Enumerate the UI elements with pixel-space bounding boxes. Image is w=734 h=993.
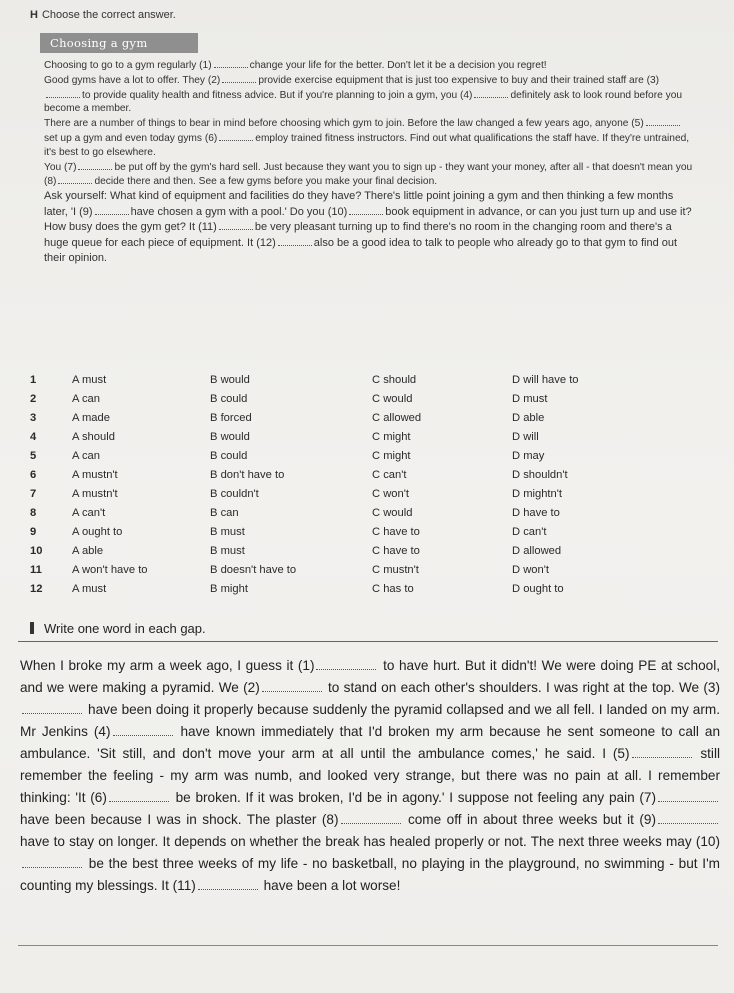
question-number: 6 xyxy=(30,469,37,481)
passage-paragraph xyxy=(44,73,694,116)
answer-gap[interactable] xyxy=(198,878,258,890)
passage-text: be put off by the gym's hard sell. Just because they want you to sign up - they want your money, after all - that doesn't mean you (8) xyxy=(44,161,693,188)
option-b[interactable]: B might xyxy=(210,583,248,595)
option-b[interactable]: B can xyxy=(210,507,239,519)
passage-text: change your life for the better. Don't let it be a decision you regret! xyxy=(249,60,547,71)
option-b[interactable]: B would xyxy=(210,431,250,443)
passage-text: decide there and then. See a few gyms before you make your final decision. xyxy=(94,176,438,188)
passage-text: have chosen a gym with a pool.' Do you (10) xyxy=(130,205,348,218)
option-b[interactable]: B couldn't xyxy=(210,488,259,500)
option-c[interactable]: C has to xyxy=(372,583,414,595)
option-a[interactable]: A can xyxy=(72,450,100,462)
answer-gap[interactable] xyxy=(658,790,718,802)
option-c[interactable]: C would xyxy=(372,393,413,405)
section-i-instruction: Write one word in each gap. xyxy=(44,621,206,636)
answer-gap[interactable] xyxy=(22,856,82,868)
answer-gap[interactable] xyxy=(341,812,401,824)
option-d[interactable]: D have to xyxy=(512,507,560,519)
passage-text: be the best three weeks of my life - no basketball, no playing in the playground, no swimming - but I'm counting my blessings. It (11) xyxy=(20,856,720,893)
option-a[interactable]: A won't have to xyxy=(72,564,148,576)
option-row xyxy=(30,564,720,580)
answer-gap[interactable] xyxy=(632,746,692,758)
passage-text: to stand on each other's shoulders. I was right at the top. We (3) xyxy=(328,680,720,695)
answer-gap[interactable] xyxy=(222,73,256,83)
option-c[interactable]: C have to xyxy=(372,545,420,557)
passage-text: provide exercise equipment that is just too expensive to buy and their trained staff are (3) xyxy=(258,74,660,86)
answer-gap[interactable] xyxy=(58,174,92,184)
answer-gap[interactable] xyxy=(46,88,80,98)
answer-gap[interactable] xyxy=(316,658,376,670)
option-a[interactable]: A should xyxy=(72,431,115,443)
passage-text: have been a lot worse! xyxy=(263,878,401,893)
option-c[interactable]: C might xyxy=(372,450,411,462)
answer-gap[interactable] xyxy=(22,702,82,714)
option-b[interactable]: B must xyxy=(210,526,245,538)
answer-gap[interactable] xyxy=(262,680,322,692)
option-d[interactable]: D ought to xyxy=(512,583,564,595)
answer-gap[interactable] xyxy=(78,160,112,170)
option-c[interactable]: C might xyxy=(372,431,411,443)
passage-text: Choosing to go to a gym regularly (1) xyxy=(44,60,212,71)
passage-text: also be a good idea to talk to people who already go to that gym to find out their opinion. xyxy=(44,236,678,265)
answer-gap[interactable] xyxy=(219,131,253,141)
option-a[interactable]: A made xyxy=(72,412,110,424)
option-a[interactable]: A must xyxy=(72,583,107,595)
option-c[interactable]: C have to xyxy=(372,526,420,538)
question-number: 11 xyxy=(30,564,42,576)
answer-gap[interactable] xyxy=(646,116,680,126)
passage-paragraph xyxy=(44,189,694,267)
broken-arm-passage xyxy=(20,655,720,897)
option-row xyxy=(30,488,720,504)
option-a[interactable]: A ought to xyxy=(72,526,123,538)
passage-text: There are a number of things to bear in mind before choosing which gym to join. Before the law changed a few years ago, anyone (5) xyxy=(44,118,644,130)
option-row xyxy=(30,583,720,599)
section-h-heading xyxy=(30,9,176,21)
passage-text: You (7) xyxy=(44,161,77,173)
divider xyxy=(18,641,718,642)
option-b[interactable]: B don't have to xyxy=(210,469,285,481)
passage-text: to provide quality health and fitness advice. But if you're planning to join a gym, you (4) xyxy=(82,89,473,101)
option-c[interactable]: C can't xyxy=(372,469,407,481)
passage-paragraph xyxy=(44,160,694,190)
option-row xyxy=(30,374,720,390)
passage-text: Good gyms have a lot to offer. They (2) xyxy=(44,74,221,86)
passage-text: definitely ask to look round before you become a member. xyxy=(44,89,683,115)
question-number: 3 xyxy=(30,412,37,424)
answer-gap[interactable] xyxy=(109,790,169,802)
passage-text: still remember the feeling - my arm was numb, and looked very strange, but there was no pain at all. I remember thinking: 'It (6) xyxy=(20,746,720,805)
option-c[interactable]: C would xyxy=(372,507,413,519)
section-h-letter: H xyxy=(30,9,38,21)
option-a[interactable]: A mustn't xyxy=(72,488,118,500)
passage-text: employ trained fitness instructors. Find out what qualifications the staff have. If they're untrained, it's best to go elsewhere. xyxy=(44,132,690,158)
section-marker xyxy=(30,622,34,634)
option-d[interactable]: D will have to xyxy=(512,374,579,386)
option-d[interactable]: D mightn't xyxy=(512,488,563,500)
question-number: 10 xyxy=(30,545,43,557)
option-c[interactable]: C should xyxy=(372,374,417,386)
divider xyxy=(18,945,718,946)
option-a[interactable]: A can't xyxy=(72,507,106,519)
question-number: 4 xyxy=(30,431,37,443)
option-b[interactable]: B doesn't have to xyxy=(210,564,297,576)
passage-text: be very pleasant turning up to find there's no room in the changing room and there's a huge queue for each piece of equipment. It (12) xyxy=(44,221,672,249)
passage-text: to have hurt. But it didn't! We were doing PE at school, and we were making a pyramid. We (2) xyxy=(20,658,720,695)
answer-gap[interactable] xyxy=(349,205,383,215)
answer-gap[interactable] xyxy=(219,220,253,230)
option-b[interactable]: B could xyxy=(210,393,248,405)
question-number: 5 xyxy=(30,450,37,462)
option-d[interactable]: D will xyxy=(512,431,539,443)
option-row xyxy=(30,545,720,561)
option-b[interactable]: B must xyxy=(210,545,245,557)
answer-gap[interactable] xyxy=(95,205,129,215)
option-c[interactable]: C mustn't xyxy=(372,564,419,576)
passage-text: When I broke my arm a week ago, I guess it (1) xyxy=(20,658,315,673)
passage-text: set up a gym and even today gyms (6) xyxy=(44,132,218,144)
passage-text: book equipment in advance, or can you just turn up and use it? How busy does the gym get? It (11) xyxy=(44,205,692,234)
option-row xyxy=(30,469,720,485)
option-d[interactable]: D must xyxy=(512,393,548,405)
option-d[interactable]: D may xyxy=(512,450,545,462)
option-a[interactable]: A able xyxy=(72,545,104,557)
answer-gap[interactable] xyxy=(474,88,508,98)
option-a[interactable]: A mustn't xyxy=(72,469,118,481)
passage-text: Ask yourself: What kind of equipment and facilities do they have? There's little point joining a gym and then thinking a few months later, 'I (9) xyxy=(44,190,674,218)
answer-gap[interactable] xyxy=(214,58,248,68)
question-number: 9 xyxy=(30,526,37,538)
question-number: 7 xyxy=(30,488,37,500)
option-row xyxy=(30,507,720,523)
option-b[interactable]: B would xyxy=(210,374,250,386)
option-row xyxy=(30,412,720,428)
passage-paragraph xyxy=(44,58,694,73)
answer-gap[interactable] xyxy=(113,724,173,736)
passage-paragraph xyxy=(44,116,694,159)
option-row xyxy=(30,393,720,409)
option-a[interactable]: A can xyxy=(72,393,100,405)
option-row xyxy=(30,450,720,466)
section-i-heading xyxy=(30,621,206,636)
passage-title: Choosing a gym xyxy=(40,33,198,53)
option-b[interactable]: B could xyxy=(210,450,248,462)
option-c[interactable]: C allowed xyxy=(372,412,422,424)
passage-text: have known immediately that I'd broken my arm because he sent someone to call an ambulance. 'Sit still, and don't move your arm at all until the ambulance comes,' he said. I (5) xyxy=(20,724,721,761)
option-a[interactable]: A must xyxy=(72,374,107,386)
answer-gap[interactable] xyxy=(658,812,718,824)
passage-text: come off in about three weeks but it (9) xyxy=(407,812,657,827)
question-number: 12 xyxy=(30,583,43,595)
section-h-instruction: Choose the correct answer. xyxy=(41,9,176,21)
passage-text: have to stay on longer. It depends on whether the break has healed properly or not. The next three weeks may (10) xyxy=(20,834,720,849)
option-c[interactable]: C won't xyxy=(372,488,409,500)
gym-passage xyxy=(44,58,694,267)
question-number: 2 xyxy=(30,393,37,405)
option-d[interactable]: D shouldn't xyxy=(512,469,568,481)
option-d[interactable]: D able xyxy=(512,412,545,424)
passage-text: have been doing it properly because suddenly the pyramid collapsed and we all fell. I landed on my arm. Mr Jenkins (4) xyxy=(20,702,720,739)
passage-text: be broken. If it was broken, I'd be in agony.' I suppose not feeling any pain (7) xyxy=(175,790,656,805)
option-d[interactable]: D can't xyxy=(512,526,547,538)
option-d[interactable]: D allowed xyxy=(512,545,562,557)
option-row xyxy=(30,526,720,542)
question-number: 1 xyxy=(30,374,37,386)
option-row xyxy=(30,431,720,447)
passage-text: have been because I was in shock. The plaster (8) xyxy=(20,812,339,827)
option-b[interactable]: B forced xyxy=(210,412,252,424)
question-number: 8 xyxy=(30,507,37,519)
option-d[interactable]: D won't xyxy=(512,564,549,576)
answer-gap[interactable] xyxy=(278,236,312,246)
